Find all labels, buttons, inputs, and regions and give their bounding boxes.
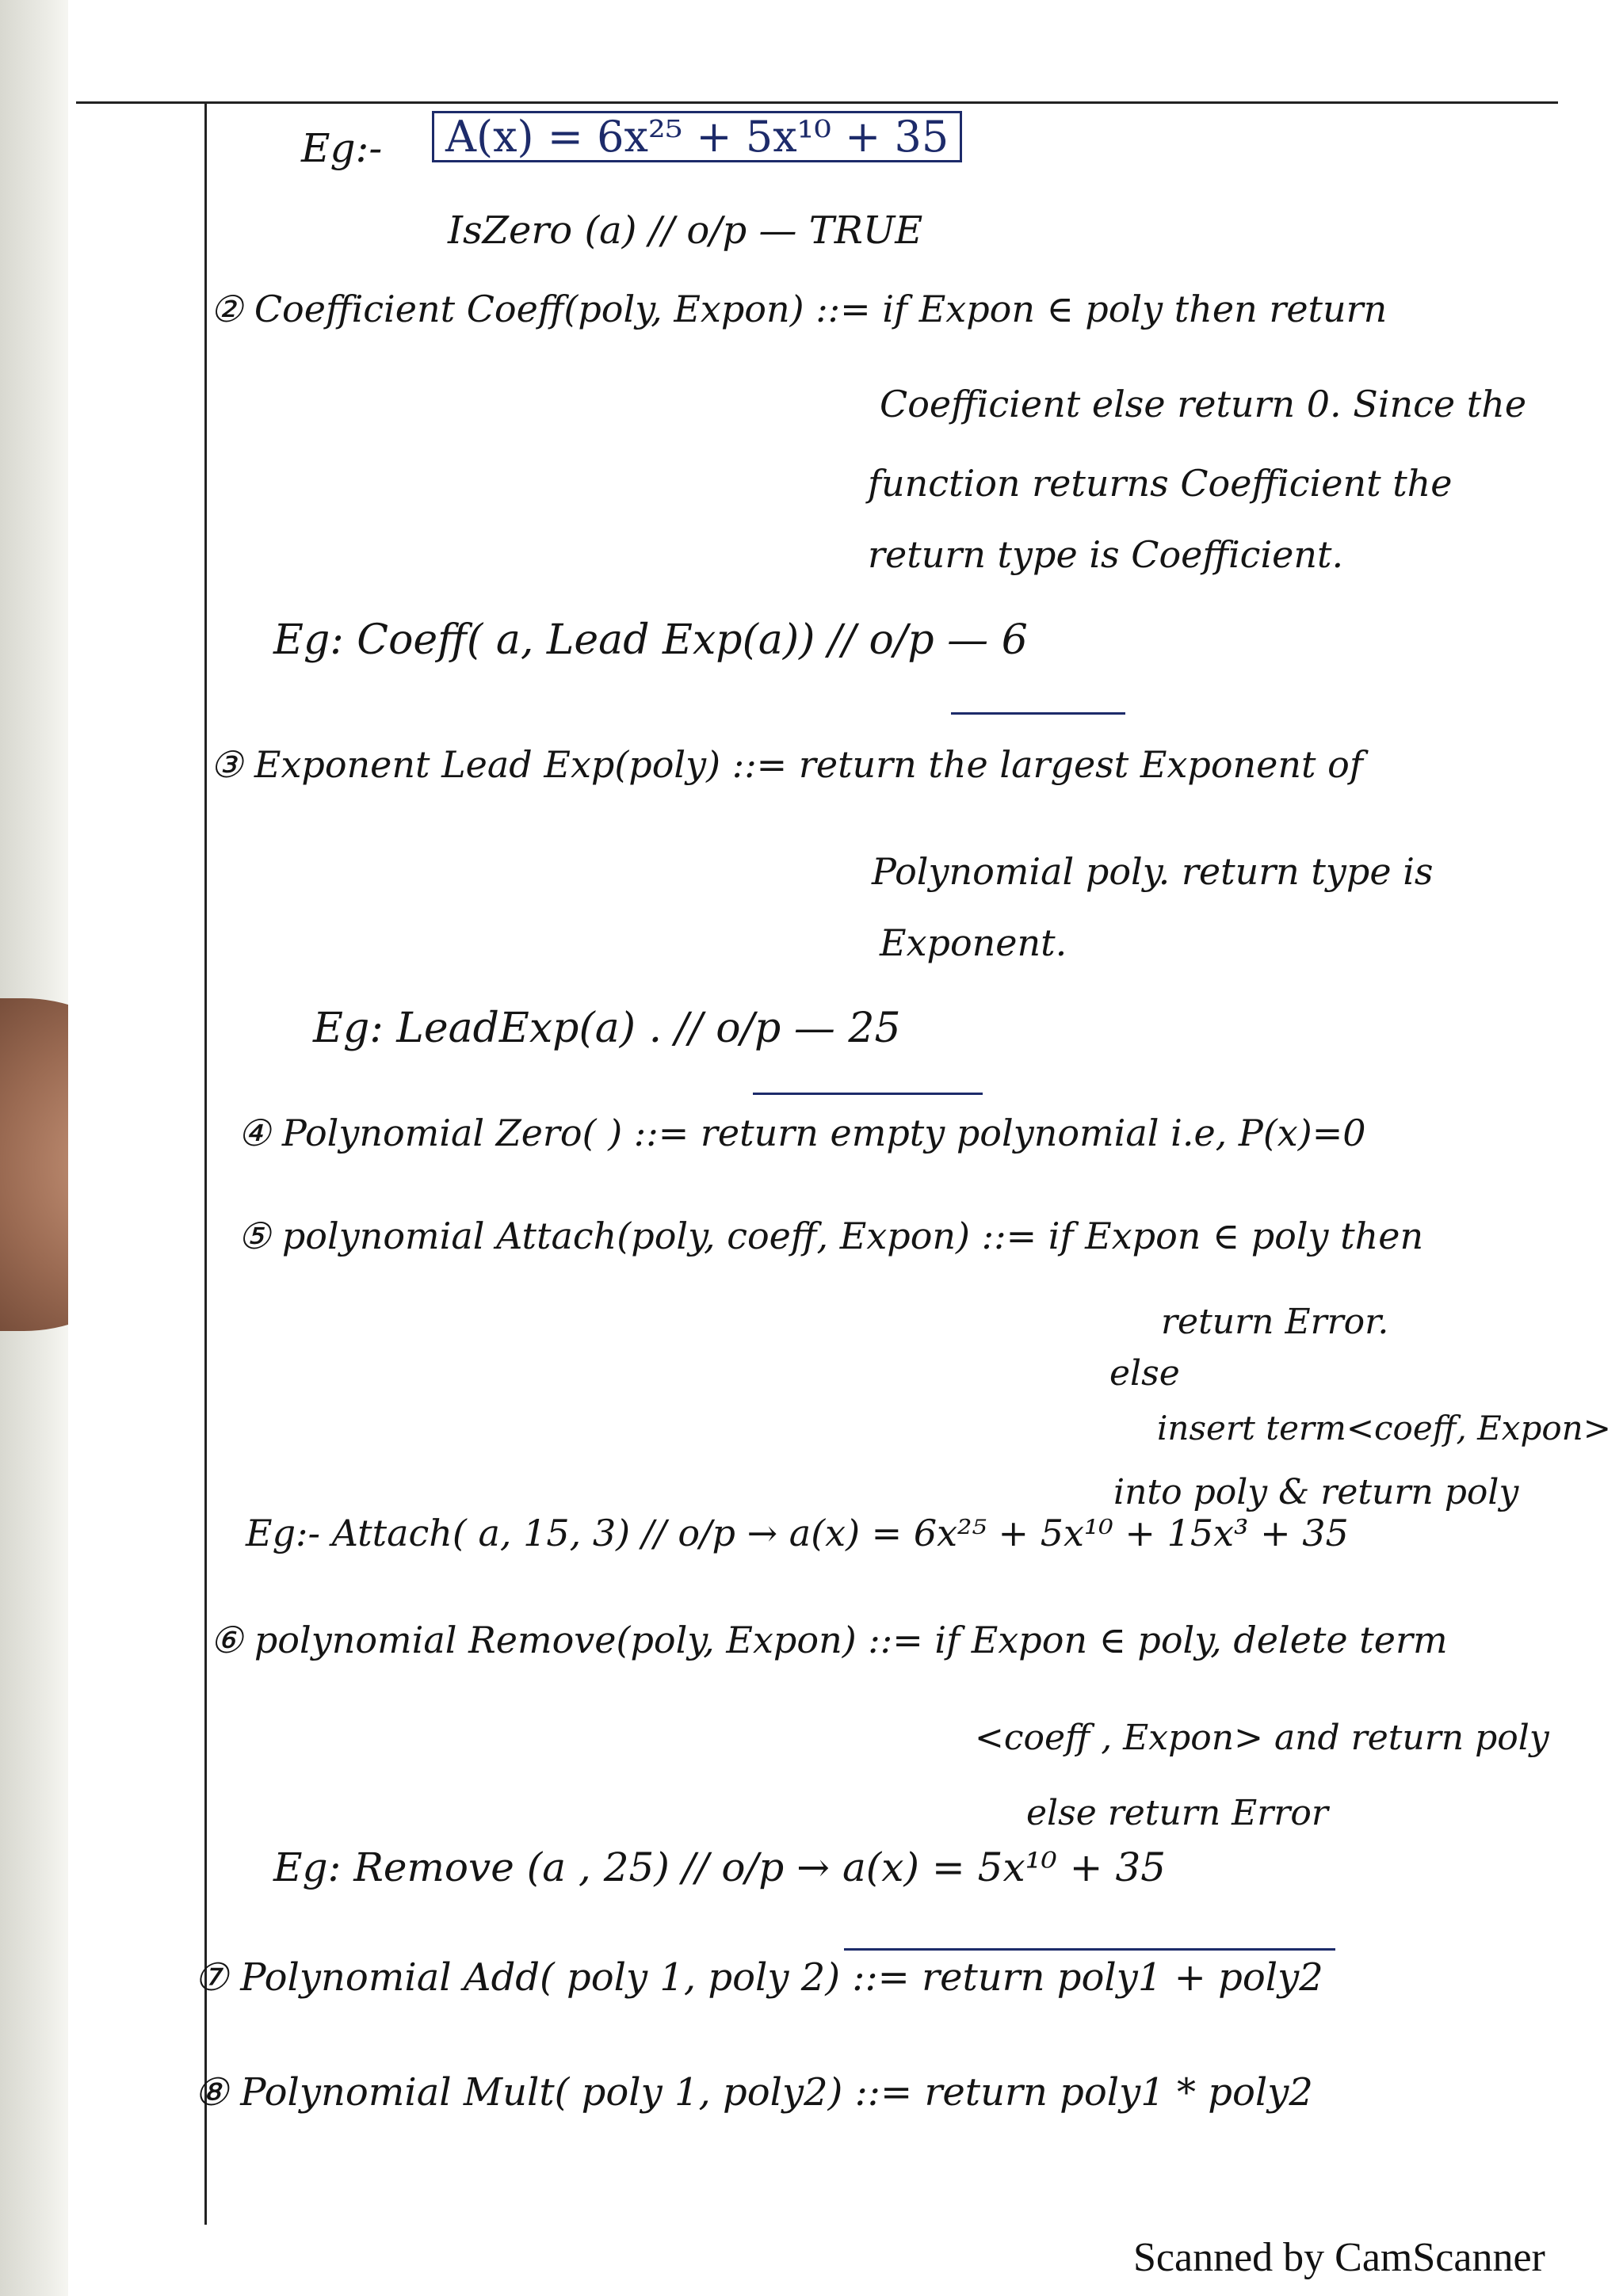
coefficient-desc-line-3: function returns Coefficient the — [868, 462, 1453, 505]
polynomial-definition-box: A(x) = 6x²⁵ + 5x¹⁰ + 35 — [432, 111, 962, 162]
exponent-example: Eg: LeadExp(a) . // o/p — 25 — [313, 1005, 901, 1052]
left-margin-line — [204, 101, 207, 2225]
attach-example: Eg:- Attach( a, 15, 3) // o/p → a(x) = 6x²⁵ + 5x¹⁰ + 15x³ + 35 — [246, 1512, 1349, 1554]
mult-heading: ⑧ Polynomial Mult( poly 1, poly2) ::= return poly1 * poly2 — [194, 2070, 1313, 2115]
exponent-example-underline — [753, 1089, 983, 1095]
add-heading: ⑦ Polynomial Add( poly 1, poly 2) ::= return poly1 + poly2 — [194, 1955, 1323, 2000]
remove-desc-line-3: else return Error — [1026, 1793, 1328, 1833]
attach-desc-line-2: return Error. — [1161, 1302, 1389, 1342]
exponent-desc-line-2: Polynomial poly. return type is — [872, 850, 1434, 893]
exponent-heading: ③ Exponent Lead Exp(poly) ::= return the largest Exponent of — [210, 743, 1363, 786]
zero-heading: ④ Polynomial Zero( ) ::= return empty polynomial i.e, P(x)=0 — [238, 1112, 1366, 1154]
iszero-example: IsZero (a) // o/p — TRUE — [448, 208, 923, 253]
scanner-watermark: Scanned by CamScanner — [1133, 2235, 1545, 2280]
eg-label: Eg:- — [301, 125, 383, 171]
top-rule-line — [76, 101, 1558, 104]
coefficient-example: Eg: Coeff( a, Lead Exp(a)) // o/p — 6 — [273, 616, 1028, 664]
coefficient-example-underline — [951, 709, 1125, 715]
coefficient-desc-line-2: Coefficient else return 0. Since the — [880, 383, 1527, 425]
exponent-desc-line-3: Exponent. — [880, 921, 1067, 964]
remove-desc-line-2: <coeff , Expon> and return poly — [975, 1718, 1549, 1758]
coefficient-heading: ② Coefficient Coeff(poly, Expon) ::= if Expon ∈ poly then return — [210, 288, 1388, 330]
remove-heading: ⑥ polynomial Remove(poly, Expon) ::= if Expon ∈ poly, delete term — [210, 1619, 1448, 1661]
attach-desc-line-3: else — [1109, 1353, 1180, 1394]
attach-desc-line-4: insert term<coeff, Expon> — [1157, 1409, 1611, 1447]
remove-example-underline — [844, 1945, 1335, 1951]
attach-desc-line-5: into poly & return poly — [1113, 1472, 1519, 1512]
remove-example: Eg: Remove (a , 25) // o/p → a(x) = 5x¹⁰ + 35 — [273, 1844, 1167, 1890]
coefficient-desc-line-4: return type is Coefficient. — [868, 533, 1344, 576]
attach-heading: ⑤ polynomial Attach(poly, coeff, Expon) ::= if Expon ∈ poly then — [238, 1215, 1424, 1257]
